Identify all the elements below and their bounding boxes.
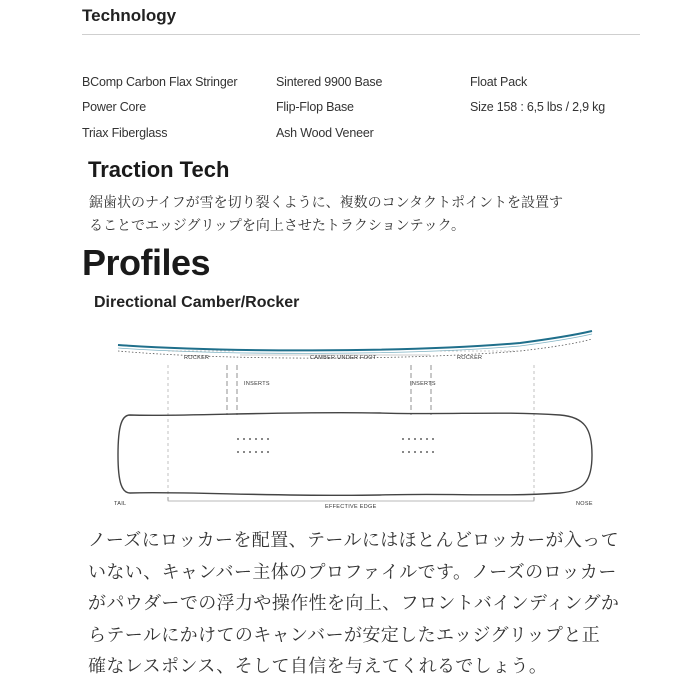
traction-line: ることでエッジグリップを向上させたトラクションテック。 — [89, 218, 466, 234]
profile-type: Directional Camber/Rocker — [94, 294, 300, 311]
profile-line: がパウダーでの浮力や操作性を向上、フロントバインディングか — [88, 593, 620, 614]
rocker-nose-label: ROCKER — [457, 355, 483, 361]
effective-edge-label: EFFECTIVE EDGE — [325, 504, 377, 510]
insert-pattern-tail — [237, 438, 269, 453]
camber-label: CAMBER UNDER FOOT — [310, 355, 377, 361]
nose-label: NOSE — [576, 501, 593, 507]
spec-item: Size 158 : 6,5 lbs / 2,9 kg — [470, 100, 605, 114]
spec-item: Triax Fiberglass — [82, 126, 168, 140]
insert-pattern-nose — [402, 438, 434, 453]
inserts-nose-label: INSERTS — [410, 381, 436, 387]
technology-heading: Technology — [82, 6, 177, 25]
traction-tech-heading: Traction Tech — [88, 157, 230, 182]
spec-item: Float Pack — [470, 75, 528, 89]
profile-line: 確なレスポンス、そして自信を与えてくれるでしょう。 — [88, 656, 548, 677]
profile-line: ノーズにロッカーを配置、テールにはほとんどロッカーが入って — [88, 530, 620, 551]
section-divider — [82, 34, 640, 35]
inserts-tail-label: INSERTS — [244, 381, 270, 387]
spec-item: Power Core — [82, 100, 146, 114]
tail-label: TAIL — [114, 501, 127, 507]
board-outline — [118, 413, 592, 496]
traction-line: 鋸歯状のナイフが雪を切り裂くように、複数のコンタクトポイントを設置す — [89, 195, 564, 211]
camber-profile-line — [118, 331, 592, 350]
profiles-heading: Profiles — [82, 242, 211, 283]
spec-item: BComp Carbon Flax Stringer — [82, 75, 238, 89]
profile-line: らテールにかけてのキャンバーが安定したエッジグリップと正 — [88, 624, 601, 646]
spec-item: Flip-Flop Base — [276, 100, 354, 114]
profiles-description — [88, 525, 619, 683]
rocker-tail-label: ROCKER — [184, 355, 210, 361]
traction-description — [89, 192, 563, 238]
spec-item: Sintered 9900 Base — [276, 75, 383, 89]
spec-item: Ash Wood Veneer — [276, 126, 374, 140]
profile-line: いない、キャンバー主体のプロファイルです。ノーズのロッカー — [88, 561, 617, 583]
board-profile-diagram — [100, 325, 610, 510]
